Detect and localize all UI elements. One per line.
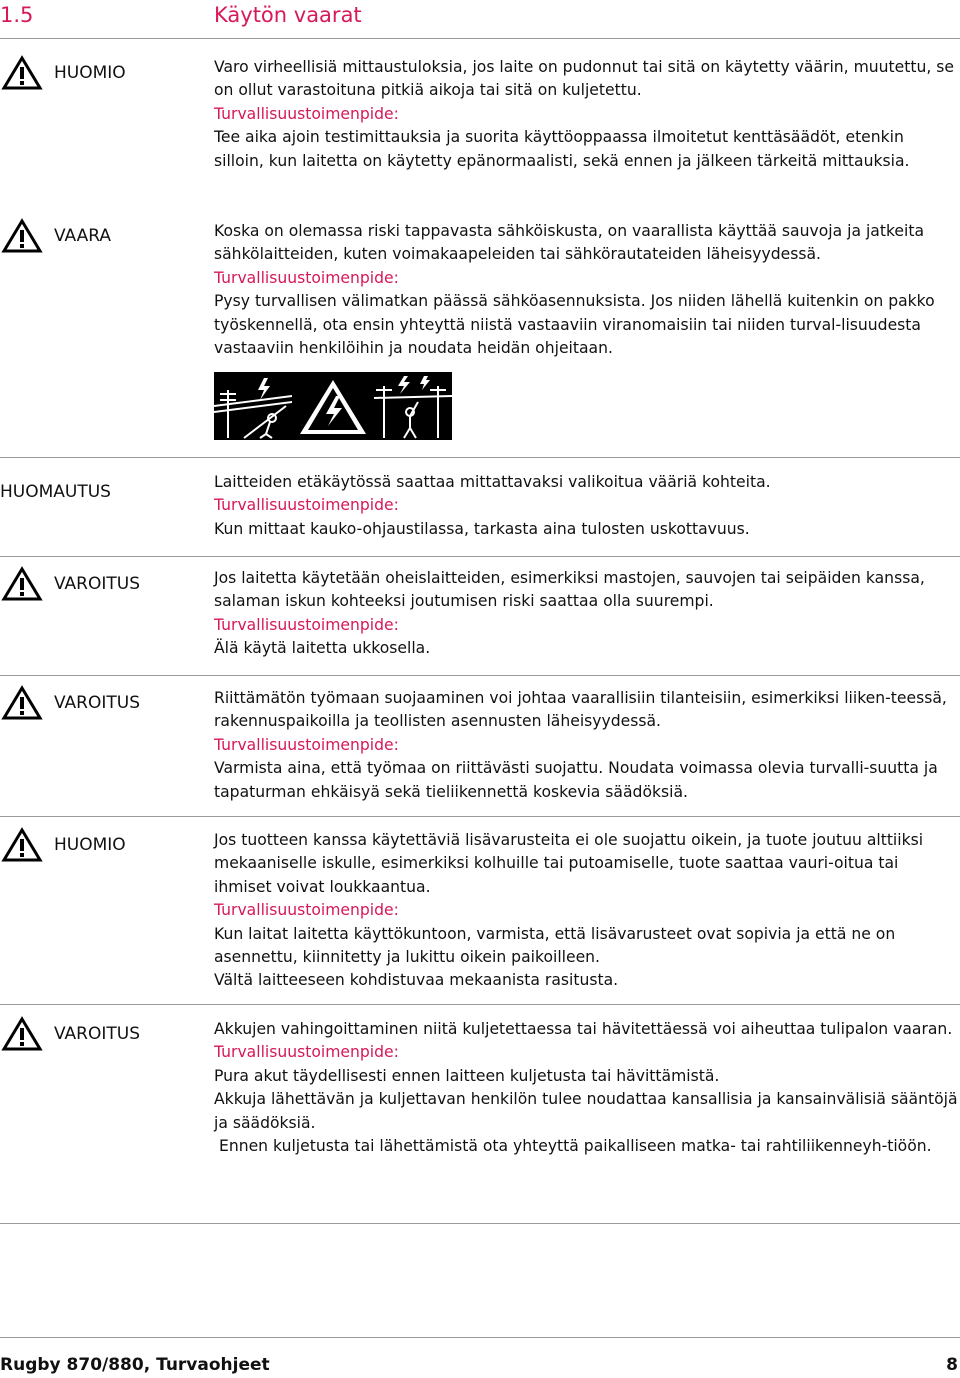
hazard-text: Jos laitetta käytetään oheislaitteiden, esimerkiksi mastojen, sauvojen tai seipäiden kanssa, salaman iskun kohteeksi joutumisen riski saattaa olla suurempi.	[214, 569, 925, 611]
hazard-text: Akkujen vahingoittaminen niitä kuljetettaessa tai hävitettäessä voi aiheuttaa tulipalon vaaran.	[214, 1020, 953, 1038]
divider	[0, 675, 960, 676]
warning-triangle-icon	[0, 685, 44, 721]
warning-level: VAROITUS	[54, 1024, 140, 1044]
warning-triangle-icon	[0, 55, 44, 91]
warning-level: HUOMAUTUS	[0, 482, 111, 502]
section-title: Käytön vaarat	[214, 3, 362, 27]
hazard-text: Laitteiden etäkäytössä saattaa mittattavaksi valikoitua vääriä kohteita.	[214, 473, 771, 491]
warning-label-varoitus	[0, 1016, 140, 1052]
warning-triangle-icon	[0, 566, 44, 602]
section-number: 1.5	[0, 3, 34, 27]
measure-heading: Turvallisuustoimenpide:	[214, 1043, 399, 1062]
divider	[0, 457, 960, 458]
measure-heading: Turvallisuustoimenpide:	[214, 615, 399, 634]
measure-text: Pura akut täydellisesti ennen laitteen kuljetusta tai hävittämistä.	[214, 1066, 720, 1085]
measure-text: Älä käytä laitetta ukkosella.	[214, 639, 431, 658]
measure-heading: Turvallisuustoimenpide:	[214, 268, 399, 287]
divider	[0, 38, 960, 39]
hazard-text: Riittämätön työmaan suojaaminen voi johtaa vaarallisiin tilanteisiin, esimerkiksi liiken-teessä, rakennuspaikoilla ja teollisten asennusten läheisyydessä.	[214, 689, 947, 731]
footer-divider	[0, 1337, 960, 1338]
lightning-pole-hazard-icon	[374, 372, 452, 440]
warning-level: VAARA	[54, 226, 112, 246]
warning-triangle-icon	[0, 218, 44, 254]
electrical-hazard-pictogram	[214, 372, 452, 440]
warning-text	[214, 1018, 958, 1158]
warning-text	[214, 220, 958, 360]
warning-label-varoitus	[0, 566, 140, 602]
power-line-hazard-icon	[214, 372, 292, 440]
warning-label-huomio	[0, 827, 126, 863]
hazard-text: Varo virheellisiä mittaustuloksia, jos laite on pudonnut tai sitä on käytetty väärin, muutettu, se on ollut varastoituna pitkiä aikoja tai sitä on kuljetettu.	[214, 58, 954, 100]
warning-level: VAROITUS	[54, 693, 140, 713]
measure-heading: Turvallisuustoimenpide:	[214, 496, 399, 515]
warning-text	[214, 567, 958, 661]
warning-text	[214, 687, 958, 804]
warning-label-vaara	[0, 218, 111, 254]
measure-text: Kun mittaat kauko-ohjaustilassa, tarkasta aina tulosten uskottavuus.	[214, 519, 750, 538]
footer-title: Rugby 870/880, Turvaohjeet	[0, 1355, 270, 1375]
divider	[0, 1004, 960, 1005]
divider	[0, 556, 960, 557]
warning-text	[214, 56, 958, 173]
warning-label-huomio	[0, 55, 126, 91]
measure-text: Kun laitat laitetta käyttökuntoon, varmista, että lisävarusteet ovat sopivia ja että ne on asennettu, kiinnitetty ja lukittu oikein paikoilleen.	[214, 924, 896, 967]
warning-label-varoitus	[0, 685, 140, 721]
warning-label-huomautus	[0, 481, 111, 503]
hazard-text: Jos tuotteen kanssa käytettäviä lisävarusteita ei ole suojattu oikein, ja tuote joutuu alttiiksi mekaaniselle iskulle, esimerkiksi kolhuille tai putoamiselle, tuote saattaa vauri-oitua tai ihmiset voivat loukkaantua.	[214, 831, 924, 896]
warning-level: HUOMIO	[54, 835, 126, 855]
electric-shock-sign-icon	[294, 372, 372, 440]
warning-level: VAROITUS	[54, 574, 140, 594]
warning-triangle-icon	[0, 827, 44, 863]
divider	[0, 1223, 960, 1224]
measure-text: Pysy turvallisen välimatkan päässä sähköasennuksista. Jos niiden lähellä kuitenkin on pakko työskennellä, ota ensin yhteyttä niistä vastaaviin viranomaisiin tai niiden turval-lisuudesta vastaaviin henkilöihin ja noudata heidän ohjeitaan.	[214, 292, 935, 358]
page-number: 8	[946, 1355, 958, 1375]
measure-heading: Turvallisuustoimenpide:	[214, 104, 399, 123]
measure-heading: Turvallisuustoimenpide:	[214, 735, 399, 754]
measure-text: Tee aika ajoin testimittauksia ja suorita käyttöoppaassa ilmoitetut kenttäsäädöt, etenkin silloin, kun laitetta on käytetty epänormaalisti, sekä ennen ja jälkeen tärkeitä mittauksia.	[214, 128, 910, 170]
measure-heading: Turvallisuustoimenpide:	[214, 901, 399, 920]
measure-text: Akkuja lähettävän ja kuljettavan henkilön tulee noudattaa kansallisia ja kansainvälisiä sääntöjä ja säädöksiä.	[214, 1090, 958, 1132]
warning-text	[214, 471, 958, 541]
divider	[0, 816, 960, 817]
measure-text: Ennen kuljetusta tai lähettämistä ota yhteyttä paikalliseen matka- tai rahtiliikenneyh-tiöön.	[214, 1137, 932, 1156]
hazard-text: Koska on olemassa riski tappavasta sähköiskusta, on vaarallista käyttää sauvoja ja jatkeita sähkölaitteiden, kuten voimakaapeleiden tai sähkörautateiden läheisyydessä.	[214, 222, 925, 264]
warning-level: HUOMIO	[54, 63, 126, 83]
warning-text	[214, 829, 958, 993]
measure-text: Varmista aina, että työmaa on riittävästi suojattu. Noudata voimassa olevia turvalli-suutta ja tapaturman ehkäisyä sekä tieliikennettä koskevia säädöksiä.	[214, 759, 938, 801]
warning-triangle-icon	[0, 1016, 44, 1052]
measure-text: Vältä laitteeseen kohdistuvaa mekaanista rasitusta.	[214, 971, 619, 990]
